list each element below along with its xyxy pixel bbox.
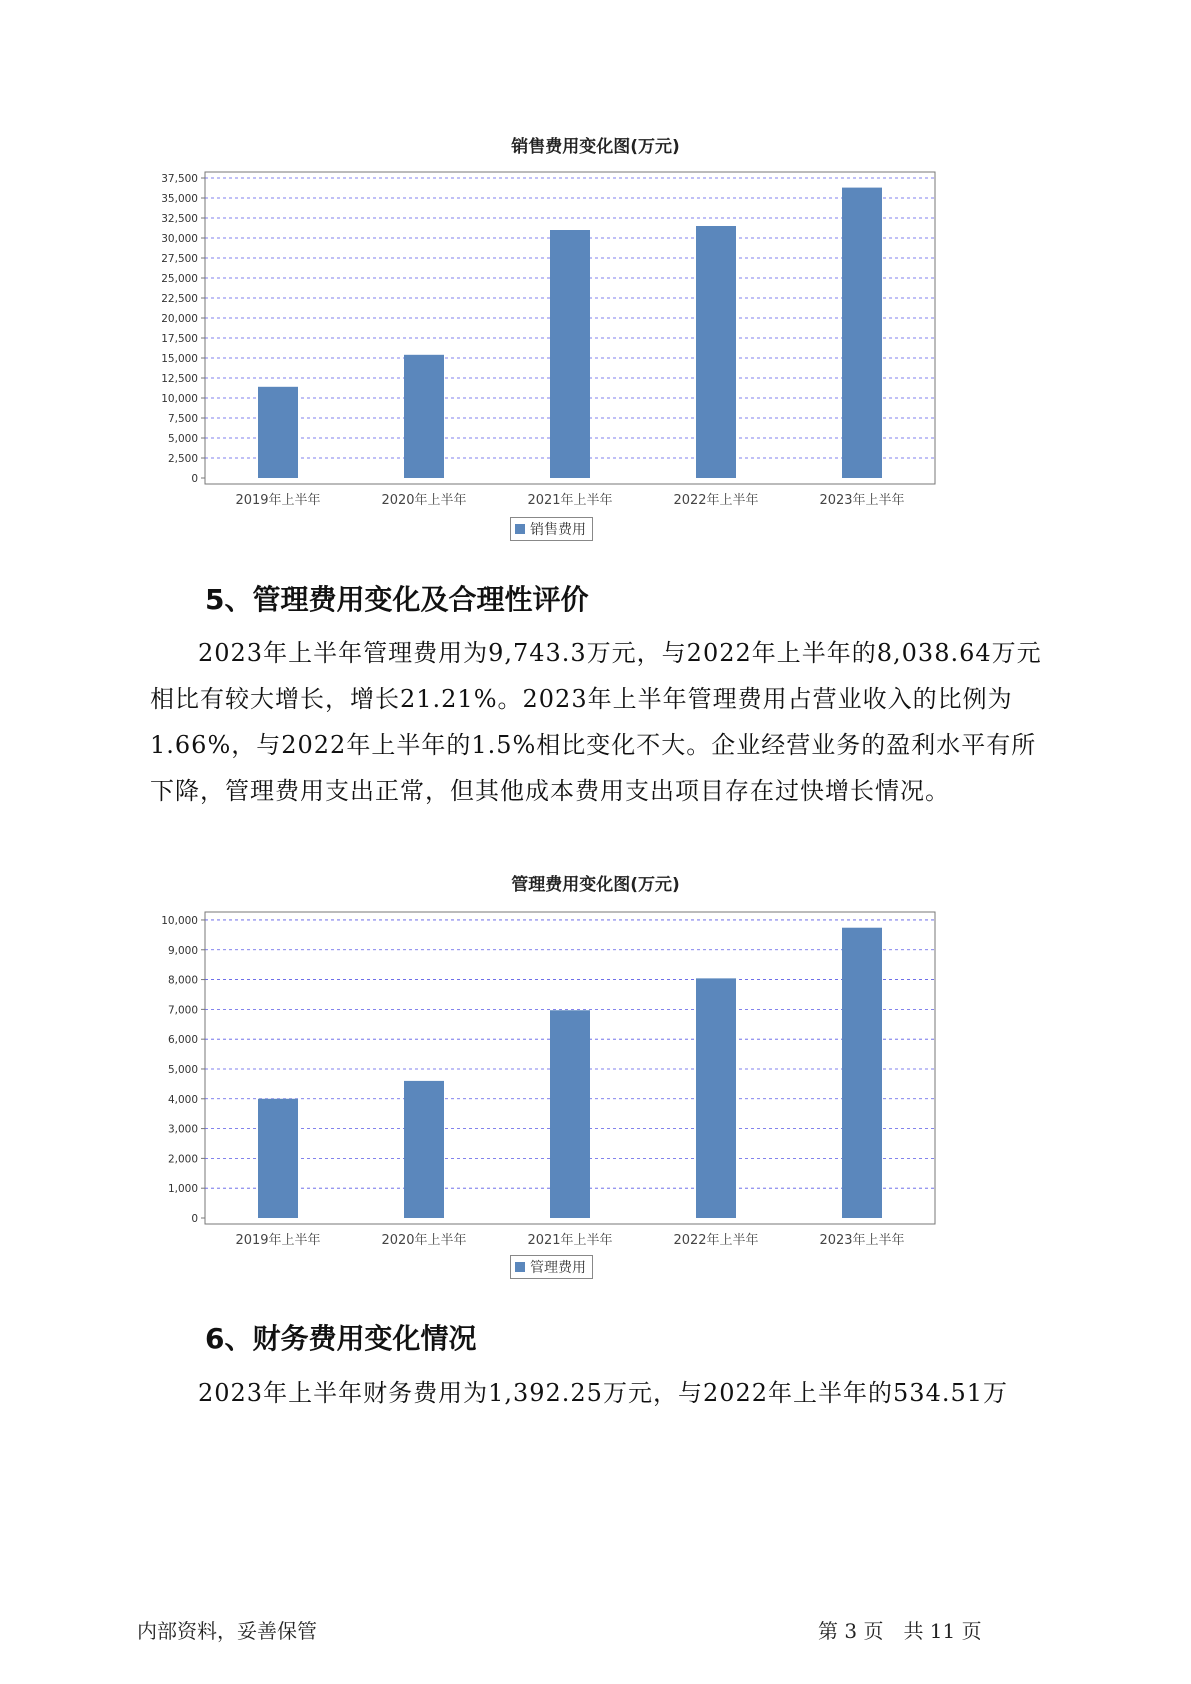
x-tick-label: 2019年上半年 — [235, 493, 321, 508]
bar — [842, 928, 882, 1218]
y-tick-label: 9,000 — [167, 944, 198, 957]
y-tick-label: 25,000 — [161, 273, 198, 285]
section-5-heading: 5、管理费用变化及合理性评价 — [205, 583, 589, 616]
section-6-paragraph: 2023年上半年财务费用为1,392.25万元，与2022年上半年的534.51万 — [198, 1379, 1009, 1407]
legend-swatch — [515, 1262, 525, 1272]
y-tick-label: 2,000 — [167, 1153, 198, 1166]
bar — [550, 230, 590, 478]
x-tick-label: 2020年上半年 — [381, 1233, 467, 1248]
sales-expense-chart — [150, 160, 950, 508]
y-tick-label: 0 — [191, 473, 198, 485]
y-tick-label: 20,000 — [161, 313, 198, 325]
y-tick-label: 35,000 — [161, 193, 198, 205]
legend-swatch — [515, 524, 525, 534]
section-5-paragraph: 2023年上半年管理费用为9,743.3万元，与2022年上半年的8,038.64万元相比有较大增长，增长21.21%。2023年上半年管理费用占营业收入的比例为1.66%，与2022年上半年的1.5%相比变化不大。企业经营业务的盈利水平有所下降，管理费用支出正常，但其他成本费用支出项目存在过快增长情况。 — [150, 639, 1042, 805]
y-tick-label: 2,500 — [167, 453, 198, 465]
bar — [258, 387, 298, 478]
mgmt-chart-title: 管理费用变化图(万元) — [511, 875, 680, 895]
y-tick-label: 8,000 — [167, 974, 198, 987]
bar — [404, 1081, 444, 1218]
section-6-heading: 6、财务费用变化情况 — [205, 1322, 477, 1355]
x-tick-label: 2021年上半年 — [527, 493, 613, 508]
bar — [258, 1099, 298, 1218]
y-tick-label: 37,500 — [161, 173, 198, 185]
x-tick-label: 2023年上半年 — [819, 493, 905, 508]
y-tick-label: 32,500 — [161, 213, 198, 225]
bar — [696, 978, 736, 1218]
y-tick-label: 27,500 — [161, 253, 198, 265]
y-tick-label: 15,000 — [161, 353, 198, 365]
mgmt-chart-legend — [510, 1255, 593, 1279]
y-tick-label: 10,000 — [161, 393, 198, 405]
x-tick-label: 2022年上半年 — [673, 1233, 759, 1248]
x-tick-label: 2020年上半年 — [381, 493, 467, 508]
footer-page-number: 第 3 页 共 11 页 — [818, 1619, 982, 1643]
bar — [404, 355, 444, 478]
bar — [550, 1010, 590, 1218]
footer-confidential-note: 内部资料，妥善保管 — [137, 1619, 317, 1643]
mgmt-expense-chart — [150, 900, 950, 1248]
y-tick-label: 4,000 — [167, 1093, 198, 1106]
legend-label: 管理费用 — [530, 1260, 586, 1276]
bar — [842, 188, 882, 478]
y-tick-label: 3,000 — [167, 1123, 198, 1136]
y-tick-label: 22,500 — [161, 293, 198, 305]
y-tick-label: 7,000 — [167, 1004, 198, 1017]
y-tick-label: 0 — [191, 1213, 198, 1225]
bar — [696, 226, 736, 478]
legend-label: 销售费用 — [530, 522, 586, 538]
y-tick-label: 6,000 — [167, 1034, 198, 1047]
y-tick-label: 5,000 — [167, 1063, 198, 1076]
sales-chart-title: 销售费用变化图(万元) — [511, 137, 680, 157]
y-tick-label: 1,000 — [167, 1183, 198, 1196]
y-tick-label: 5,000 — [167, 433, 198, 445]
x-tick-label: 2022年上半年 — [673, 493, 759, 508]
y-tick-label: 30,000 — [161, 233, 198, 245]
x-tick-label: 2021年上半年 — [527, 1233, 613, 1248]
y-tick-label: 17,500 — [161, 333, 198, 345]
y-tick-label: 7,500 — [167, 413, 198, 425]
x-tick-label: 2023年上半年 — [819, 1233, 905, 1248]
y-tick-label: 12,500 — [161, 373, 198, 385]
y-tick-label: 10,000 — [161, 914, 198, 927]
x-tick-label: 2019年上半年 — [235, 1233, 321, 1248]
sales-chart-legend — [510, 517, 593, 541]
